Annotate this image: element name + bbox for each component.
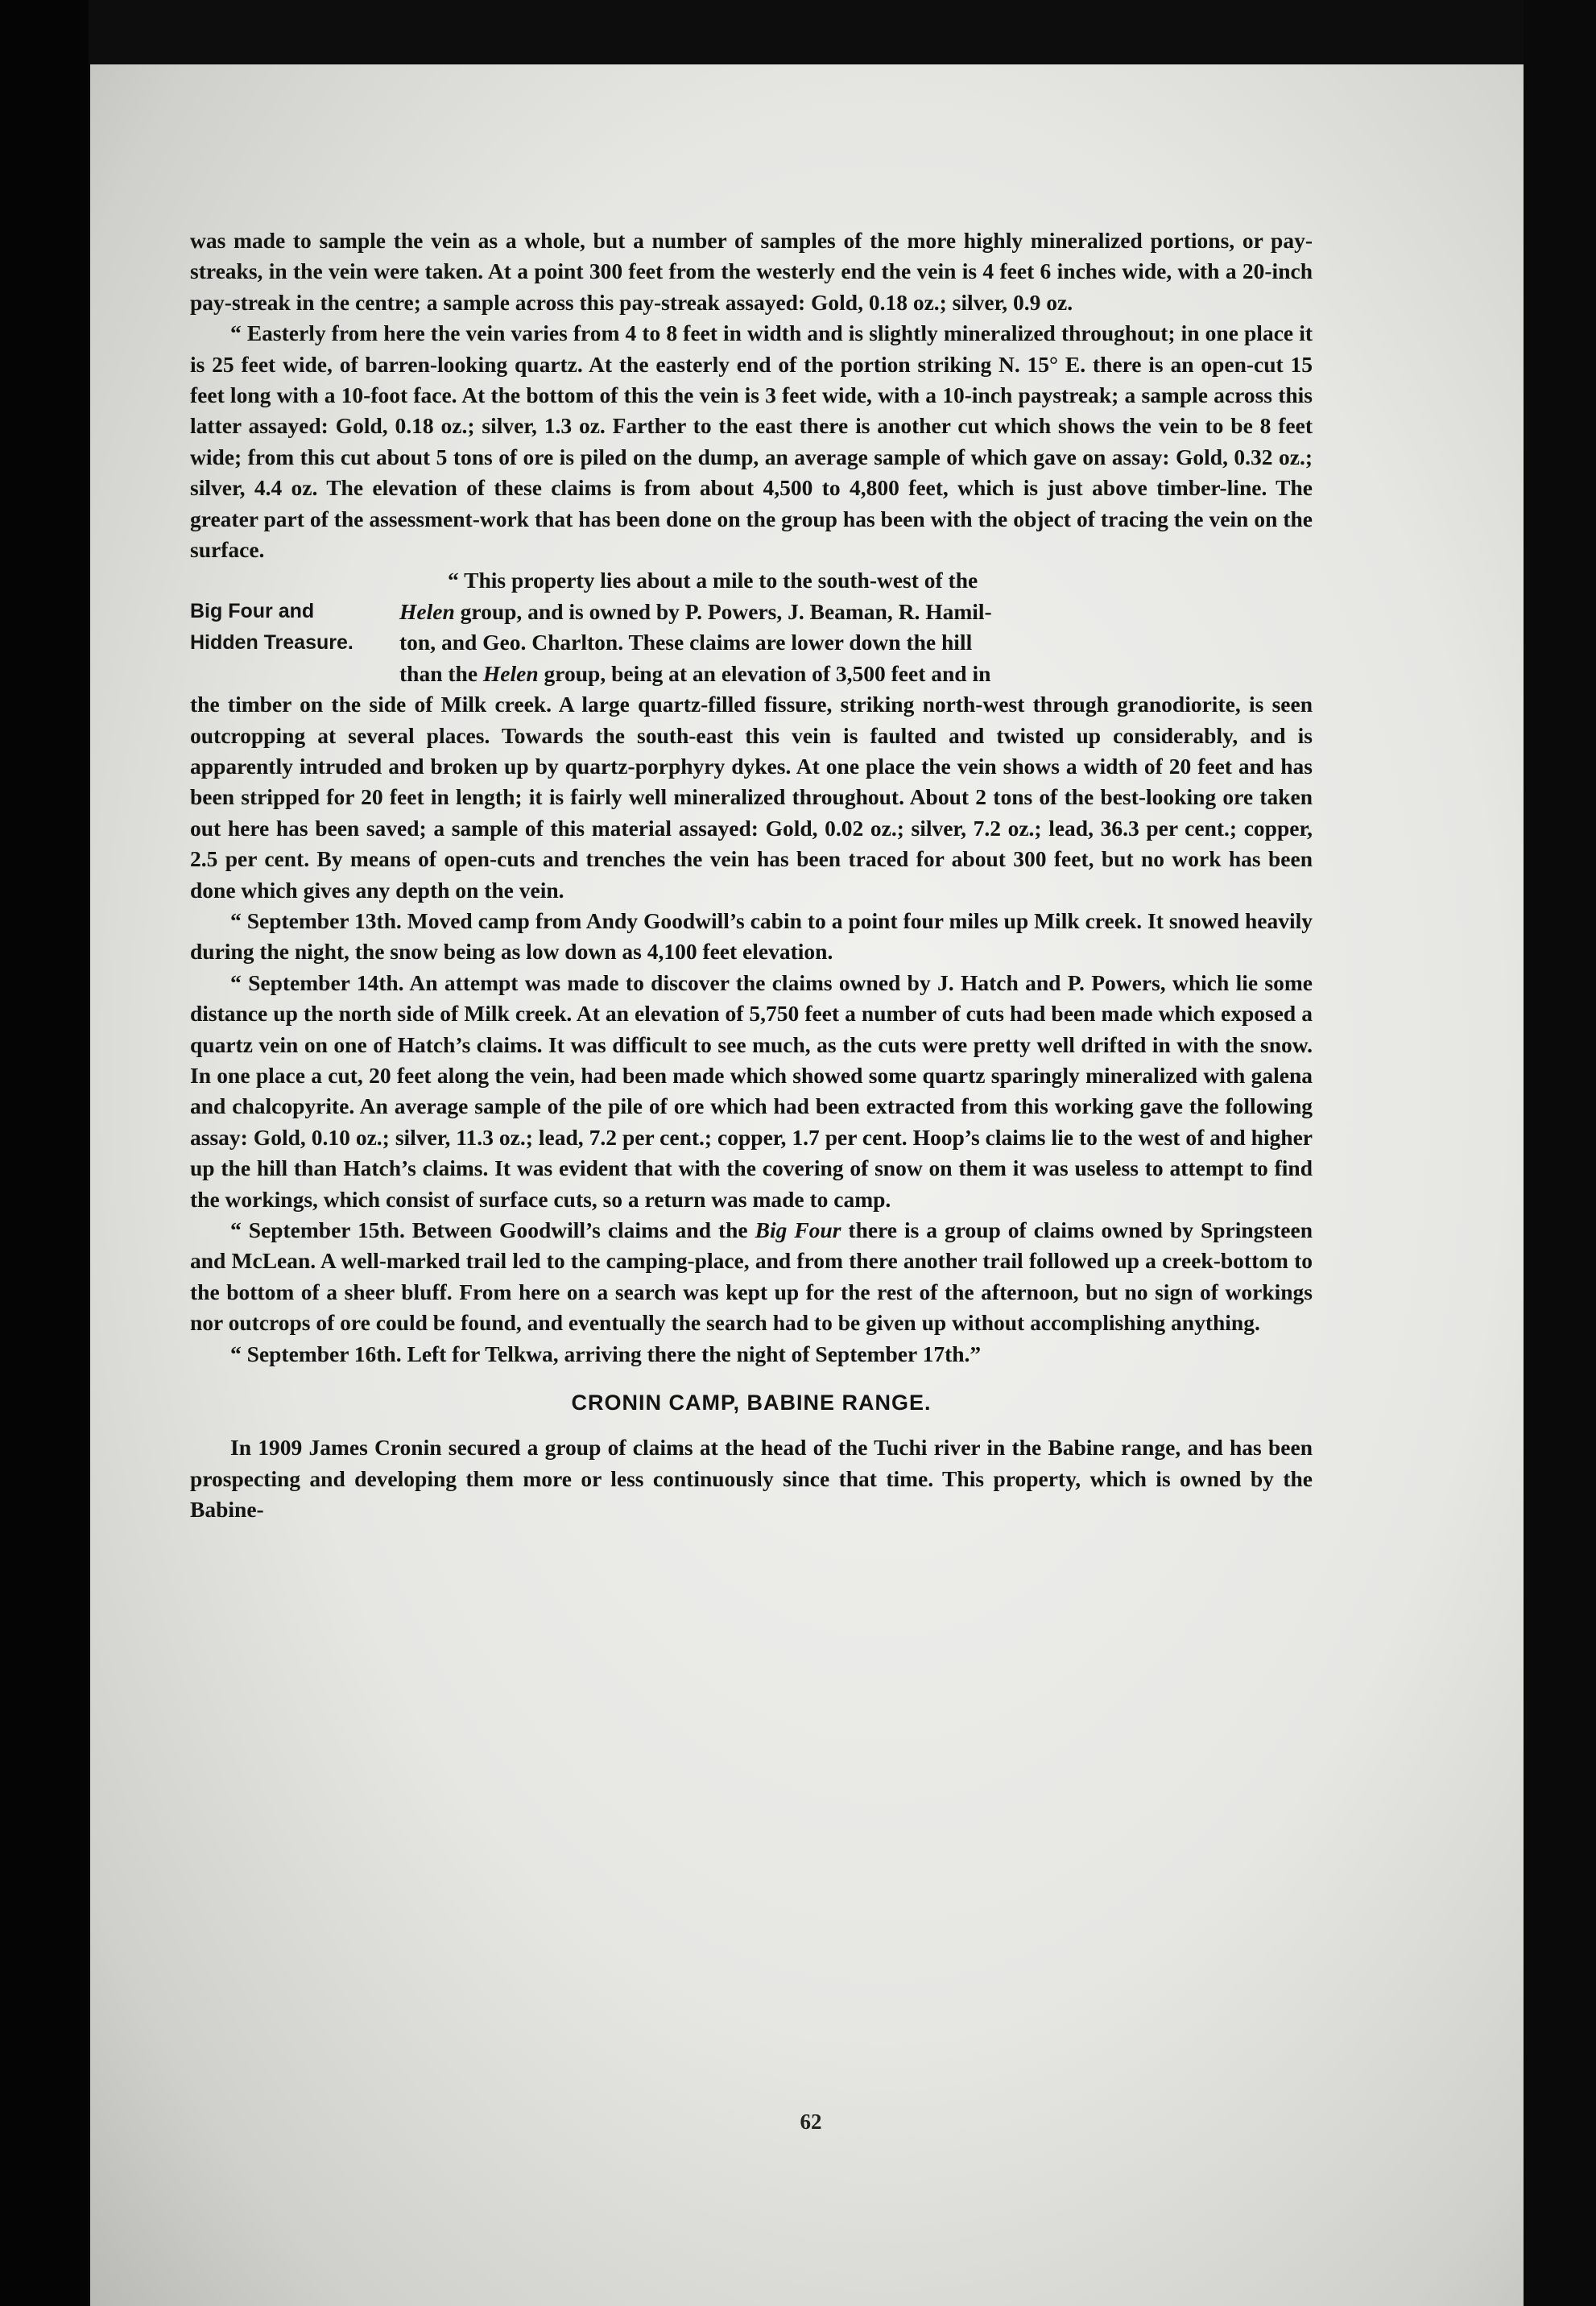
paragraph-4: “ September 13th. Moved camp from Andy Goodwill’s cabin to a point four miles up Milk creek. It snowed heavily during the night, the snow being as low down as 4,100 feet elevation. xyxy=(190,907,1313,965)
paragraph-3-rest: the timber on the side of Milk creek. A large quartz-filled fissure, striking north-west through granodiorite, is seen outcropping at several places. Towards the south-east this vein is faulted and twisted up considerably, and is apparently intruded and broken up by quartz-porphyry dykes. At one place the vein shows a width of 20 feet and has been stripped for 20 feet in length; it is fairly well mineralized throughout. About 2 tons of the best-looking ore taken out here has been saved; a sample of this material assayed: Gold, 0.02 oz.; silver, 7.2 oz.; lead, 36.3 per cent.; copper, 2.5 per cent. By means of open-cuts and trenches the vein has been traced for about 300 feet, but no work has been done which gives any depth on the vein. xyxy=(190,692,1313,903)
film-border-right xyxy=(1524,0,1596,2306)
margin-note xyxy=(190,596,399,658)
film-border-left xyxy=(0,0,89,2306)
paragraph-5: “ September 14th. An attempt was made to discover the claims owned by J. Hatch and P. Powers, which lie some distance up the north side of Milk creek. At an elevation of 5,750 feet a number of cuts had been made which exposed a quartz vein on one of Hatch’s claims. It was difficult to see much, as the cuts were pretty well drifted in with the snow. In one place a cut, 20 feet along the vein, had been made which showed some quartz sparingly mineralized with galena and chalcopyrite. An average sample of the pile of ore which had been extracted from this working gave the following assay: Gold, 0.10 oz.; silver, 11.3 oz.; lead, 7.2 per cent.; copper, 1.7 per cent. Hoop’s claims lie to the west of and higher up the hill than Hatch’s claims. It was evident that with the covering of snow on them it was useless to attempt to find the workings, which consist of surface cuts, so a return was made to camp. xyxy=(190,969,1313,1212)
helen-italic: Helen xyxy=(399,598,455,624)
page-number: 62 xyxy=(800,2110,822,2134)
paragraph-8: In 1909 James Cronin secured a group of claims at the head of the Tuchi river in the Babine range, and has been prospecting and developing them more or less continuously since that time. This property, which is owned by the Babine- xyxy=(190,1435,1313,1523)
page-body xyxy=(190,225,1313,1526)
paragraph-1: was made to sample the vein as a whole, but a number of samples of the more highly mineralized portions, or pay-streaks, in the vein were taken. At a point 300 feet from the westerly end the vein is 4 feet 6 inches wide, with a 20-inch pay-streak in the centre; a sample across this pay-streak assayed: Gold, 0.18 oz.; silver, 0.9 oz. xyxy=(190,228,1313,315)
paragraph-3-line-1: “ This property lies about a mile to the south-west of the xyxy=(448,568,978,593)
helen-italic-2: Helen xyxy=(482,660,539,686)
big-four-section xyxy=(190,565,1313,905)
paragraph-2: “ Easterly from here the vein varies from 4 to 8 feet in width and is slightly mineralized throughout; in one place it is 25 feet wide, of barren-looking quartz. At the easterly end of the portion striking N. 15° E. there is an open-cut 15 feet long with a 10-foot face. At the bottom of this the vein is 3 feet wide, with a 10-inch paystreak; a sample across this latter assayed: Gold, 0.18 oz.; silver, 1.3 oz. Farther to the east there is another cut which shows the vein to be 8 feet wide; from this cut about 5 tons of ore is piled on the dump, an average sample of which gave on assay: Gold, 0.32 oz.; silver, 4.4 oz. The elevation of these claims is from about 4,500 to 4,800 feet, which is just above timber-line. The greater part of the assessment-work that has been done on the group has been with the object of tracing the vein on the surface. xyxy=(190,320,1313,563)
big-four-italic: Big Four xyxy=(755,1217,841,1242)
margin-note-line-1: Big Four and xyxy=(190,600,315,623)
paragraph-3-line-2: Helen group, and is owned by P. Powers, J. Beaman, R. Hamil- xyxy=(399,598,992,624)
paragraph-3-line-3: ton, and Geo. Charlton. These claims are lower down the hill xyxy=(399,630,973,655)
section-heading: CRONIN CAMP, BABINE RANGE. xyxy=(571,1391,932,1415)
paragraph-7: “ September 16th. Left for Telkwa, arriving there the night of September 17th.” xyxy=(230,1341,982,1366)
paragraph-6: “ September 15th. Between Goodwill’s claims and the Big Four there is a group of claims owned by Springsteen and McLean. A well-marked trail led to the camping-place, and from there another trail followed up a creek-bottom to the bottom of a sheer bluff. From here on a search was kept up for the rest of the afternoon, but no sign of workings nor outcrops of ore could be found, and eventually the search had to be given up without accomplishing anything. xyxy=(190,1217,1313,1336)
paragraph-3-line-4: than the Helen group, being at an elevation of 3,500 feet and in xyxy=(399,660,991,686)
margin-note-line-2: Hidden Treasure. xyxy=(190,630,354,654)
